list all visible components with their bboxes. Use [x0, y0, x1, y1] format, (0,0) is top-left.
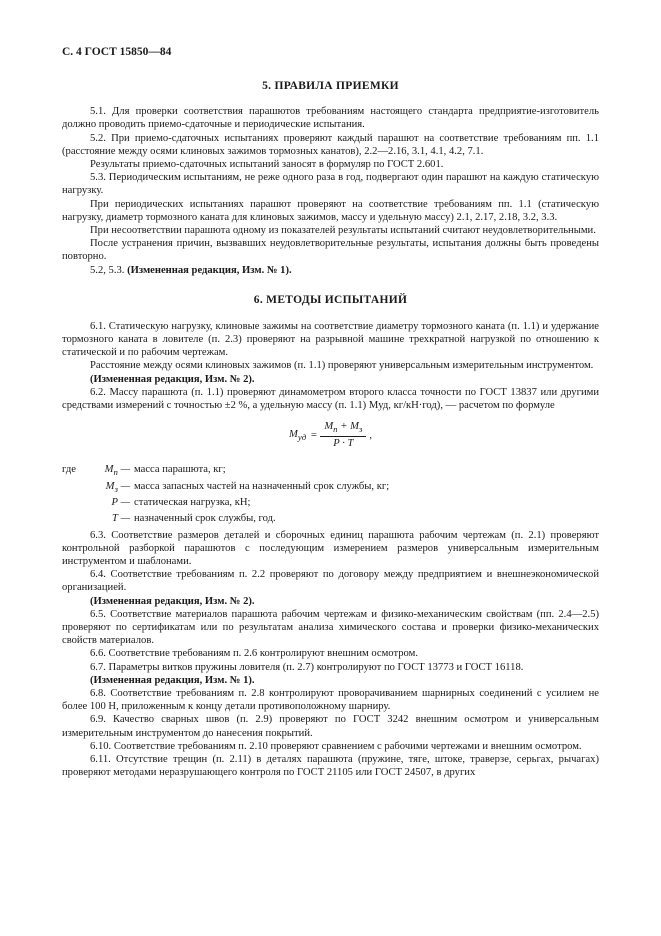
paragraph-6-2: 6.2. Массу парашюта (п. 1.1) проверяют динамометром второго класса точности по ГОСТ 13837 или другими средствами измерений с точностью ±2 %, а удельную массу (п. 1.1) Mуд, кг/кН·год), — расчетом по формуле [62, 386, 599, 412]
definition-text: масса запасных частей на назначенный срок службы, кг; [134, 480, 390, 492]
specific-mass-formula [62, 421, 599, 450]
amendment-note-6-7: (Измененная редакция, Изм. № 1). [90, 674, 255, 686]
paragraph-5-3-repeat: После устранения причин, вызвавших неудовлетворительные результаты, испытания должны быть проведены повторно. [62, 238, 599, 263]
definition-text: масса парашюта, кг; [134, 464, 226, 476]
formula-fraction [320, 421, 366, 450]
paragraph-5-2: 5.2. При приемо-сдаточных испытаниях проверяют каждый парашют на соответствие требованиям пп. 1.1 (расстояние между осями клиновых зажимов тормозных канатов), 2.2—2.16, 3.1, 4.1, 4.2, 7.1. [62, 132, 599, 157]
paragraph-5-2-results: Результаты приемо-сдаточных испытаний заносят в формуляр по ГОСТ 2.601. [90, 159, 444, 171]
definition-row [62, 512, 599, 528]
formula-tail: , [369, 430, 372, 442]
paragraph-6-5: 6.5. Соответствие материалов парашюта рабочим чертежам и физико-механическим свойствам (пп. 2.4—2.5) проверяют по сертификатам или по результатам анализа химического состава и проверки физико-механических свойств материалов. [62, 608, 599, 647]
paragraph-5-1: 5.1. Для проверки соответствия парашютов требованиям настоящего стандарта предприятие-изготовитель должно проводить приемо-сдаточные и периодические испытания. [62, 106, 599, 131]
page-header: С. 4 ГОСТ 15850—84 [62, 46, 172, 58]
paragraph-6-8: 6.8. Соответствие требованиям п. 2.8 контролируют проворачиванием шарнирных соединений с усилием не более 100 Н, приложенным к концу детали противоположному шарниру. [62, 688, 599, 713]
paragraph-6-4: 6.4. Соответствие требованиям п. 2.2 проверяют по договору между предприятием и внешнеэкономической организацией. [62, 569, 599, 594]
paragraph-6-10: 6.10. Соответствие требованиям п. 2.10 проверяют сравнением с рабочими чертежами и внешним осмотром. [90, 740, 582, 752]
definition-symbol: $M_п$ — [104, 464, 130, 478]
definition-row [62, 463, 599, 479]
definition-symbol: P — [111, 497, 130, 508]
amendment-ref: 5.2, 5.3. [90, 264, 128, 276]
paragraph-6-6: 6.6. Соответствие требованиям п. 2.6 контролируют внешним осмотром. [90, 648, 418, 660]
formula-definitions [62, 463, 599, 528]
paragraph-5-3-nonconformity: При несоответствии парашюта одному из показателей результаты испытаний считают неудовлетворительными. [90, 225, 596, 237]
section-6-title: 6. МЕТОДЫ ИСПЫТАНИЙ [253, 293, 408, 306]
paragraph-6-1: 6.1. Статическую нагрузку, клиновые зажимы на соответствие диаметру тормозного каната (п. 1.1) и удержание тормозного каната в ловителе (п. 2.3) проверяют на разрывной машине трехкратной нагрузкой по отношению к статической и по рабочим чертежам. [62, 320, 599, 359]
paragraph-6-9: 6.9. Качество сварных швов (п. 2.9) проверяют по ГОСТ 3242 внешним осмотром и универсальным измерительным инструментом до нанесения покрытий. [62, 714, 599, 739]
paragraph-6-7: 6.7. Параметры витков пружины ловителя (п. 2.7) контролируют по ГОСТ 13773 и ГОСТ 16118. [90, 661, 524, 673]
amendment-note-5 [62, 264, 599, 277]
definition-row [62, 496, 599, 512]
formula-numerator: $M_п + M_з$ [320, 421, 366, 437]
formula-denominator: P · T [333, 438, 354, 450]
paragraph-6-3: 6.3. Соответствие размеров деталей и сборочных единиц парашюта рабочим чертежам (п. 2.1) проверяют контрольной разборкой парашютов с последующим измерением размеров универсальным измерительным инструментом и шаблонами. [62, 529, 599, 568]
amendment-note-6-4: (Измененная редакция, Изм. № 2). [90, 595, 255, 607]
definition-symbol: T — [112, 513, 130, 525]
definition-text: назначенный срок службы, год. [134, 513, 276, 525]
amendment-note-6-1: (Измененная редакция, Изм. № 2). [90, 373, 255, 385]
formula-equals: = [310, 430, 318, 442]
amendment-text: (Измененная редакция, Изм. № 1). [127, 264, 292, 276]
definition-row [62, 480, 599, 496]
definitions-lead: где [62, 464, 76, 476]
paragraph-6-1-distance: Расстояние между осями клиновых зажимов (п. 1.1) проверяют универсальным измерительным инструментом. [90, 360, 594, 372]
formula-lhs: $M_{уд}$ [289, 428, 307, 442]
definition-symbol: $M_з$ — [105, 480, 130, 494]
paragraph-5-3: 5.3. Периодическим испытаниям, не реже одного раза в год, подвергают один парашют на каждую статическую нагрузку. [62, 172, 599, 197]
section-5-title: 5. ПРАВИЛА ПРИЕМКИ [262, 80, 399, 93]
definition-text: статическая нагрузка, кН; [134, 497, 251, 508]
paragraph-5-3-periodic: При периодических испытаниях парашют проверяют на соответствие требованиям пп. 1.1 (статическую нагрузку, диаметр тормозного каната для клиновых зажимов, массу и удельную массу) 2.1, 2.17, 2.18, 3.2, 3.3. [62, 198, 599, 223]
paragraph-6-11: 6.11. Отсутствие трещин (п. 2.11) в деталях парашюта (пружине, тяге, штоке, траверзе, серьгах, рычагах) проверяют методами неразрушающего контроля по ГОСТ 21105 или ГОСТ 24507, в других [62, 754, 599, 779]
